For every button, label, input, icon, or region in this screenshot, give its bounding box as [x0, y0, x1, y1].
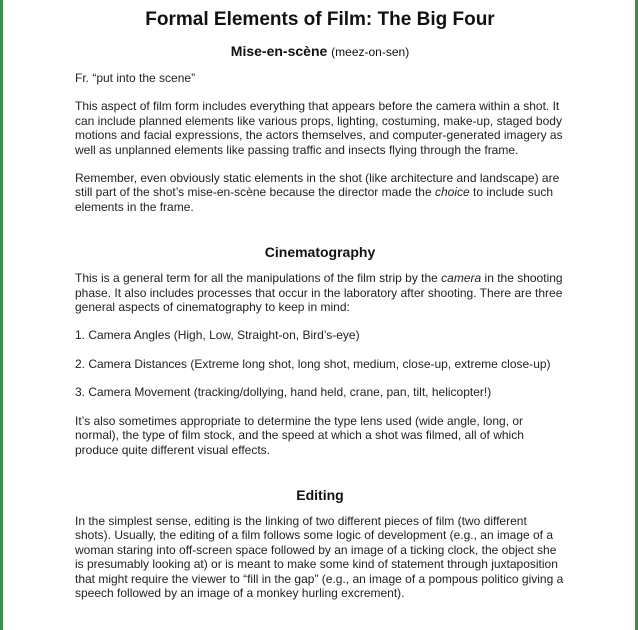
- paragraph: [75, 271, 565, 314]
- section-heading: Editing: [296, 486, 344, 503]
- section-gap: [75, 471, 565, 486]
- paragraph: It’s also sometimes appropriate to determine the type lens used (wide angle, long, or normal), the type of film stock, and the speed at which a shot was filmed, all of which produce quite different visual effects.: [75, 413, 524, 457]
- paragraph-text: to include such elements in the frame.: [75, 185, 554, 214]
- pronunciation: (meez-on-sen): [331, 45, 410, 59]
- list-item: 3. Camera Movement (tracking/dollying, hand held, crane, pan, tilt, helicopter!): [75, 385, 492, 400]
- section-mise-en-scene: [75, 42, 565, 214]
- paragraph-text: in the shooting phase. It also includes processes that occur in the laboratory after shooting. There are three general aspects of cinematography to keep in mind:: [75, 271, 563, 315]
- section-gap: [75, 228, 565, 243]
- left-border: [0, 0, 3, 630]
- heading-text: Mise-en-scène: [230, 43, 328, 59]
- section-cinematography: [75, 243, 565, 457]
- list-item: 2. Camera Distances (Extreme long shot, long shot, medium, close-up, extreme close-up): [75, 356, 551, 371]
- document-page: [75, 8, 565, 614]
- paragraph: [75, 171, 565, 214]
- section-heading: Cinematography: [264, 244, 376, 261]
- paragraph: This aspect of film form includes everything that appears before the camera within a shot. It can include planned elements like various props, lighting, costuming, make-up, staged body motions and facial expressions, the actors themselves, and computer-generated imagery as well as unplanned elements like passing traffic and insects flying through the frame.: [75, 99, 563, 157]
- paragraph-text: Remember, even obviously static elements in the shot (like architecture and landscape) are still part of the shot’s mise-en-scène because the director made the: [75, 171, 560, 200]
- document-title: Formal Elements of Film: The Big Four: [145, 9, 495, 30]
- paragraph-text: This is a general term for all the manipulations of the film strip by the: [75, 271, 442, 286]
- section-editing: [75, 486, 565, 600]
- paragraph: In the simplest sense, editing is the linking of two different pieces of film (two different shots). Usually, the editing of a film follows some logic of development (e.g., an image of a woman staring into off-screen space followed by an image of a ticking clock, the object she is presumably looking at) or is meant to make some kind of statement through juxtaposition that might require the viewer to “fill in the gap” (e.g., an image of a pompous politico giving a speech followed by an image of a monkey hurling excrement).: [75, 513, 564, 600]
- section-heading: [75, 42, 565, 61]
- list-item: 1. Camera Angles (High, Low, Straight-on, Bird’s-eye): [75, 328, 360, 343]
- emphasis: camera: [441, 271, 482, 286]
- paragraph: Fr. “put into the scene”: [75, 71, 196, 85]
- emphasis: choice: [434, 185, 470, 200]
